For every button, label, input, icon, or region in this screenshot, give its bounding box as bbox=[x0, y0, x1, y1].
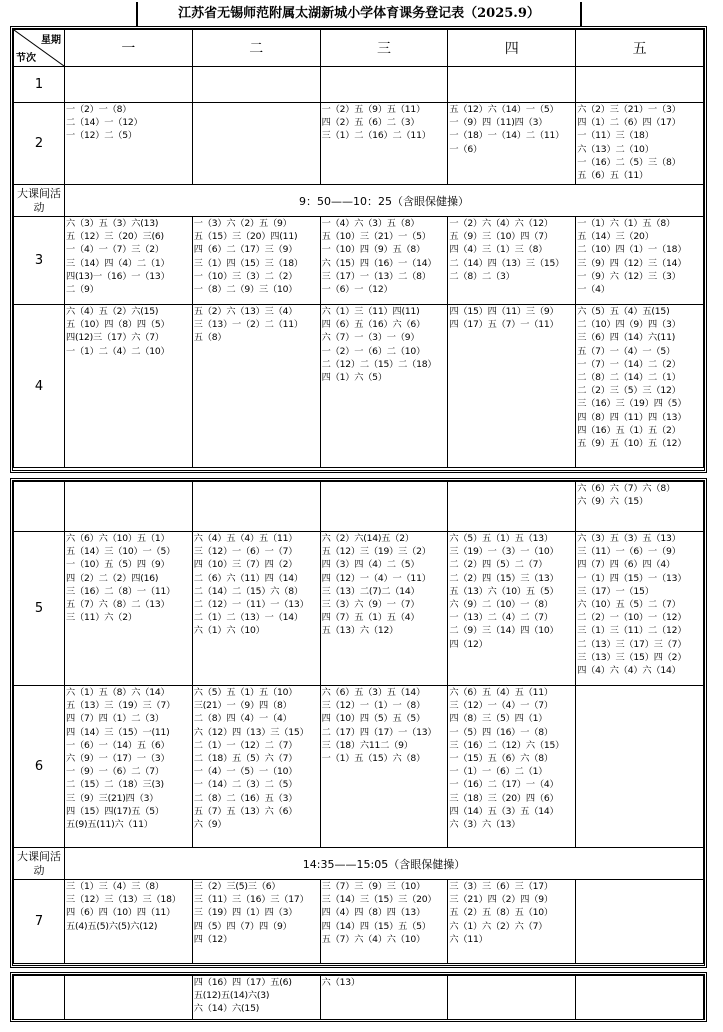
page-title: 江苏省无锡师范附属太湖新城小学体育课务登记表（2025.9） bbox=[136, 2, 582, 27]
day-header-tue: 二 bbox=[192, 30, 320, 67]
period-number: 4 bbox=[14, 305, 65, 468]
period-number: 5 bbox=[14, 532, 65, 686]
schedule-cell: 六（5）五（1）五（10） 三(21）一（9）四（8） 二（8）四（4）一（4） 六（12）四（13）三（15） 二（1）一（12）二（7） 二（18）五（5）六（7） 一（4）一（5）一（10） 一（14）二（3）二（5） 二（8）二（16）五（3） 五（7）五（13）六（6） 六（9） bbox=[192, 686, 320, 848]
schedule-cell bbox=[448, 976, 576, 1020]
day-header-fri: 五 bbox=[576, 30, 704, 67]
period-row-overflow bbox=[14, 976, 704, 1020]
period-number: 2 bbox=[14, 103, 65, 185]
schedule-cell bbox=[320, 482, 448, 532]
schedule-cell: 六（1）三（11）四(11) 四（6）五（16）六（6） 六（7）一（3）一（9） 一（2）一（6）二（10） 二（12）二（15）二（18） 四（1）六（5） bbox=[320, 305, 448, 468]
schedule-cell bbox=[576, 686, 704, 848]
schedule-cell: 六（6）六（7）六（8） 六（9）六（15） bbox=[576, 482, 704, 532]
break-label: 大课间活动 bbox=[14, 185, 65, 217]
schedule-cell: 六（2）六(14)五（2） 五（12）三（19）三（2） 四（3）四（4）二（5） 四（12）一（4）一（11） 三（13）二(7)二（14） 三（3）六（9）一（7） 四（7）五（1）五（4） 五（13）六（12） bbox=[320, 532, 448, 686]
break-time: 14:35——15:05（含眼保健操） bbox=[65, 848, 704, 880]
period-number: 3 bbox=[14, 217, 65, 305]
schedule-cell: 六（5）五（1）五（13） 三（19）一（3）一（10） 二（2）四（5）二（7） 二（2）四（15）三（13） 五（13）六（10）五（5） 六（9）二（10）一（8） 一（13）二（4）二（7） 二（9）三（14）四（10） 四（12） bbox=[448, 532, 576, 686]
schedule-cell: 一（3）六（2）五（9） 五（15）三（20）四(11) 四（6）二（17）三（9） 三（1）四（15）三（18） 一（10）三（3）二（2） 一（8）二（9）三（10） bbox=[192, 217, 320, 305]
timetable-section-morning bbox=[10, 26, 707, 473]
schedule-cell: 三（1）三（4）三（8） 三（12）三（13）三（18） 四（6）四（10）四（11） 五(4)五(5)六(5)六(12) bbox=[65, 880, 193, 964]
schedule-cell: 一（2）一（8） 二（14）一（12） 一（12）二（5） bbox=[65, 103, 193, 185]
schedule-cell bbox=[448, 482, 576, 532]
schedule-cell: 一（4）六（3）五（8） 五（10）三（21）一（5） 一（10）四（9）五（8） 六（15）四（16）一（14） 三（17）一（13）二（8） 一（6）一（12） bbox=[320, 217, 448, 305]
schedule-cell bbox=[320, 67, 448, 103]
schedule-cell bbox=[65, 67, 193, 103]
schedule-cell: 三（3）三（6）三（17） 三（21）四（2）四（9） 五（2）五（8）五（10） 六（1）六（2）六（7） 六（11） bbox=[448, 880, 576, 964]
period-row-1 bbox=[14, 67, 704, 103]
schedule-cell: 六（5）五（4）五(15) 二（10）四（9）四（3） 三（6）四（14）六(11) 五（7）一（4）一（5） 一（7）一（14）二（2） 二（8）二（14）二（1） 二（2）三（5）三（12） 三（16）三（19）四（5） 四（8）四（11）四（13） 四（16）五（1）五（2） 五（9）五（10）五（12） bbox=[576, 305, 704, 468]
schedule-cell bbox=[65, 976, 193, 1020]
period-row-7 bbox=[14, 880, 704, 964]
schedule-cell: 五（2）六（13）三（4） 三（13）一（2）二（11） 五（8） bbox=[192, 305, 320, 468]
period-row-overflow bbox=[14, 482, 704, 532]
schedule-cell: 六（6）五（4）五（11） 三（12）一（4）一（7） 四（8）三（5）四（1） 一（5）四（16）一（8） 三（16）二（12）六（15） 一（15）五（6）六（8） 一（1）一（6）二（1） 一（16）二（17）一（4） 三（18）三（20）四（6） 四（14）五（3）五（14） 六（3）六（13） bbox=[448, 686, 576, 848]
schedule-cell: 六（1）五（8）六（14） 五（13）三（19）三（7） 四（7）四（1）二（3） 四（14）三（15）一(11) 一（6）一（14）五（6） 六（9）一（17）一（3） 一（9）一（6）二（7） 二（15）二（18）三(3) 三（9）三(21)四（3） 四（15）四(17)五（5） 五(9)五(11)六（11） bbox=[65, 686, 193, 848]
schedule-cell: 一（1）六（1）五（8） 五（14）三（20） 二（10）四（1）一（18） 三（9）四（12）三（14） 一（9）六（12）三（3） 一（4） bbox=[576, 217, 704, 305]
schedule-cell: 六（4）五（4）五（11） 三（12）一（6）一（7） 四（10）三（7）四（2） 二（6）六（11）四（14） 二（14）二（15）六（8） 二（12）一（11）一（13） 二（1）二（13）一（14） 六（1）六（10） bbox=[192, 532, 320, 686]
period-number bbox=[14, 976, 65, 1020]
schedule-cell bbox=[448, 67, 576, 103]
schedule-cell: 六（2）三（21）一（3） 四（1）二（6）四（17） 一（11）三（18） 六（13）二（10） 一（16）二（5）三（8） 五（6）五（11） bbox=[576, 103, 704, 185]
period-number bbox=[14, 482, 65, 532]
period-row-6 bbox=[14, 686, 704, 848]
day-header-mon: 一 bbox=[65, 30, 193, 67]
period-number: 7 bbox=[14, 880, 65, 964]
table-corner-header bbox=[14, 30, 65, 67]
period-row-3 bbox=[14, 217, 704, 305]
schedule-cell bbox=[576, 67, 704, 103]
schedule-cell: 四（16）四（17）五(6) 五(12)五(14)六(3) 六（14）六(15) bbox=[192, 976, 320, 1020]
schedule-cell: 三（7）三（9）三（10） 三（14）三（15）三（20） 四（4）四（8）四（13） 四（14）四（15）五（5） 五（7）六（4）六（10） bbox=[320, 880, 448, 964]
schedule-cell bbox=[576, 976, 704, 1020]
schedule-cell: 三（2）三(5)三（6） 三（11）三（16）三（17） 三（19）四（1）四（3） 四（5）四（7）四（9） 四（12） bbox=[192, 880, 320, 964]
timetable-section-continuation bbox=[10, 972, 707, 1022]
schedule-cell: 六（13） bbox=[320, 976, 448, 1020]
afternoon-break-row bbox=[14, 848, 704, 880]
schedule-cell: 五（12）六（14）一（5） 一（9）四（11)四（3） 一（18）一（14）二（11） 一（6） bbox=[448, 103, 576, 185]
timetable-section-afternoon bbox=[10, 478, 707, 968]
schedule-cell bbox=[192, 482, 320, 532]
period-number: 6 bbox=[14, 686, 65, 848]
day-header-thu: 四 bbox=[448, 30, 576, 67]
schedule-cell: 一（2）五（9）五（11） 四（2）五（6）二（3） 三（1）二（16）二（11） bbox=[320, 103, 448, 185]
schedule-cell: 四（15）四（11）三（9） 四（17）五（7）一（11） bbox=[448, 305, 576, 468]
morning-break-row bbox=[14, 185, 704, 217]
schedule-cell: 六（3）五（3）五（13） 三（11）一（6）一（9） 四（7）四（6）四（4） 一（1）四（15）一（13） 三（17）一（15） 六（10）五（5）二（7） 二（2）一（10）一（12） 三（1）三（11）二（12） 二（13）三（17）三（7） 三（13）三（15）四（2） 四（4）六（4）六（14） bbox=[576, 532, 704, 686]
corner-weekday-label: 星期 bbox=[41, 35, 61, 46]
period-row-4 bbox=[14, 305, 704, 468]
schedule-cell bbox=[65, 482, 193, 532]
period-row-2 bbox=[14, 103, 704, 185]
schedule-cell bbox=[192, 103, 320, 185]
break-time: 9：50——10：25（含眼保健操） bbox=[65, 185, 704, 217]
period-number: 1 bbox=[14, 67, 65, 103]
period-row-5 bbox=[14, 532, 704, 686]
schedule-cell bbox=[576, 880, 704, 964]
schedule-cell: 一（2）六（4）六（12） 五（9）三（10）四（7） 四（4）三（1）三（8） 二（14）四（13）三（15） 二（8）二（3） bbox=[448, 217, 576, 305]
schedule-cell bbox=[192, 67, 320, 103]
day-header-wed: 三 bbox=[320, 30, 448, 67]
schedule-cell: 六（3）五（3）六(13) 五（12）三（20）三(6) 一（4）一（7）三（2） 三（14）四（4）二（1） 四(13)一（16）一（13） 二（9） bbox=[65, 217, 193, 305]
corner-period-label: 节次 bbox=[16, 53, 36, 64]
break-label: 大课间活动 bbox=[14, 848, 65, 880]
schedule-cell: 六（6）五（3）五（14） 三（12）一（1）一（8） 四（10）四（5）五（5） 二（17）四（17）一（13） 三（18）六11二（9） 一（1）五（15）六（8） bbox=[320, 686, 448, 848]
schedule-cell: 六（6）六（10）五（1） 五（14）三（10）一（5） 一（10）五（5）四（9） 四（2）二（2）四(16) 三（16）二（8）一（11） 五（7）六（8）二（13） 三（11）六（2） bbox=[65, 532, 193, 686]
schedule-cell: 六（4）五（2）六(15) 五（10）四（8）四（5） 四(12)三（17）六（7） 一（1）二（4）二（10） bbox=[65, 305, 193, 468]
